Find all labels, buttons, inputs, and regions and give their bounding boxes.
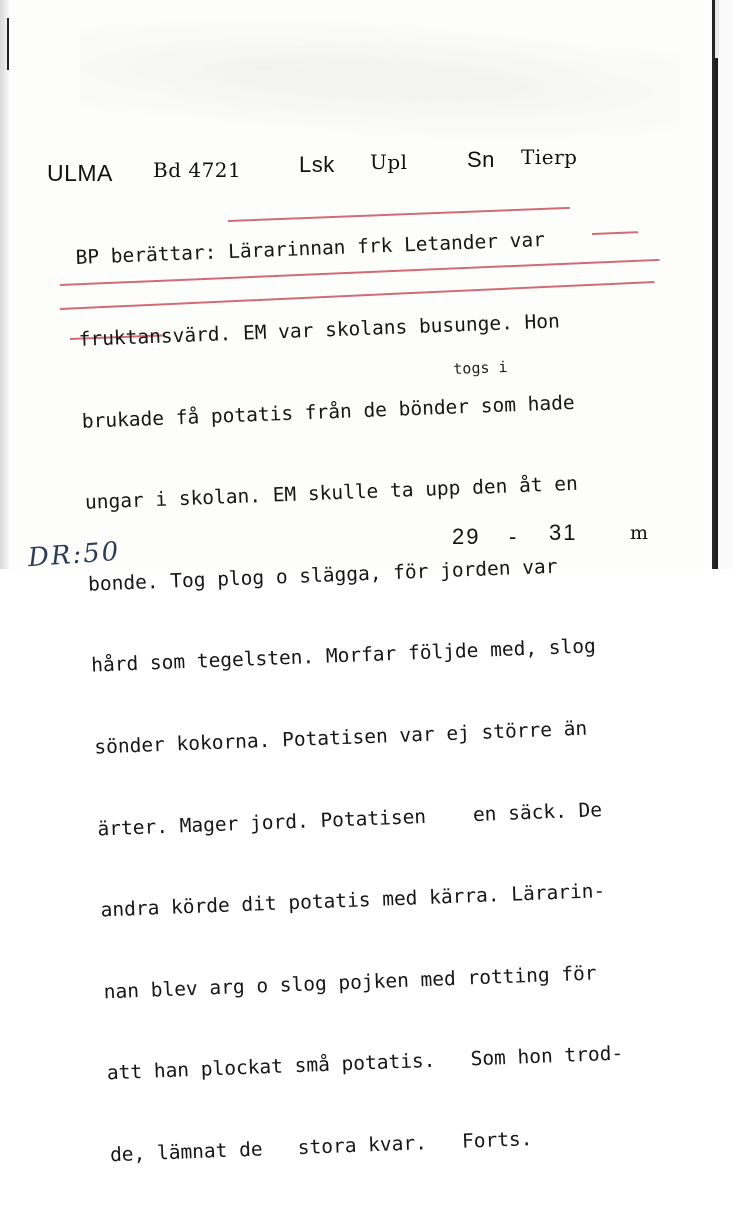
text-line: andra körde dit potatis med kärra. Lärarin- [100,879,606,922]
page-to: 31 [549,520,578,545]
archive-name: ULMA [47,160,113,186]
scan-edge-mark [7,18,9,70]
text-line: ärter. Mager jord. Potatisen en säck. De [97,797,603,841]
scan-edge-right [706,0,733,569]
place-name: Tierp [521,145,578,169]
handwritten-note: DR:50 [27,536,122,574]
text-line: ungar i skolan. EM skulle ta upp den åt en [84,472,579,514]
record-number: Bd 4721 [153,158,242,182]
scan-edge-left [0,0,9,569]
text-line: fruktansvärd. EM var skolans busunge. Hon [78,309,561,351]
text-line: brukade få potatis från de bönder som hade [81,390,576,433]
scan-edge-right-top [715,0,719,58]
text-line: de, lämnat de stora kvar. Forts. [109,1127,533,1167]
page-from: 29 [452,524,481,549]
text-line: BP berättar: Lärarinnan frk Letander var [75,228,546,270]
text-line: sönder kokorna. Potatisen var ej större än [93,716,588,759]
text-line: nan blev arg o slog pojken med rotting för [103,961,597,1004]
text-line: hård som tegelsten. Morfar följde med, slog [90,634,597,678]
province: Upl [370,150,408,174]
text-line: bonde. Tog plog o slägga, för jorden var [87,554,558,596]
parish-label: Sn [467,147,495,172]
district-label: Lsk [299,152,335,177]
show-through-bleed [80,20,680,140]
card-footer [452,520,692,560]
page-dash: - [509,524,517,549]
inserted-text: togs i [453,357,508,378]
footer-mark: m [630,522,649,544]
text-line: att han plockat små potatis. Som hon trod- [106,1041,624,1085]
